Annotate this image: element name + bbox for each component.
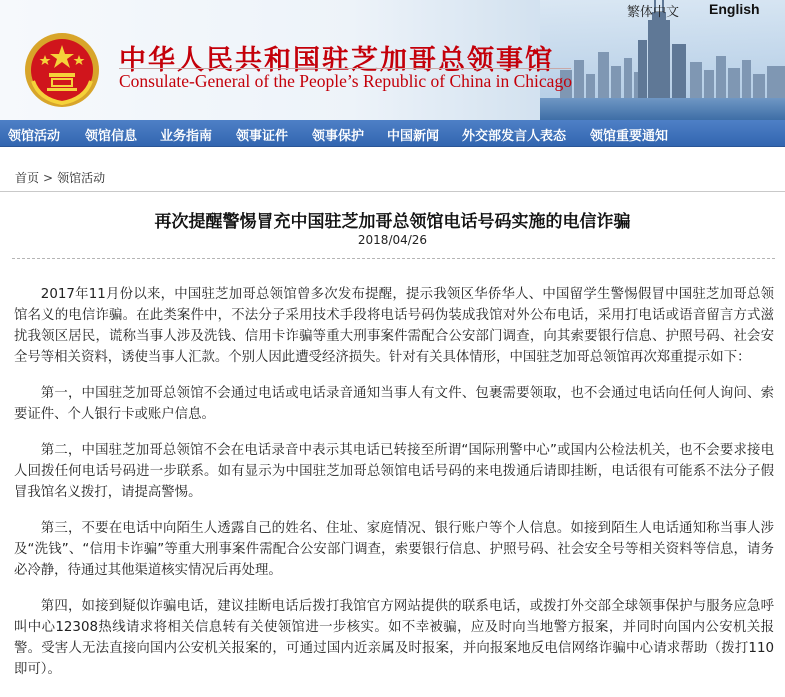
article-body: [14, 284, 774, 695]
nav-important-notices[interactable]: 领馆重要通知: [590, 129, 669, 144]
nav-consulate-activities[interactable]: 领馆活动: [8, 129, 61, 144]
nav-consulate-info[interactable]: 领馆信息: [85, 129, 138, 144]
article-paragraph: 第一，中国驻芝加哥总领馆不会通过电话或电话录音通知当事人有文件、包裹需要领取，也不会通过电话向任何人询问、索要证件、个人银行卡或账户信息。: [14, 386, 774, 422]
nav-service-guide[interactable]: 业务指南: [160, 129, 213, 144]
breadcrumb-separator: >: [43, 171, 54, 185]
title-divider: [119, 68, 571, 69]
nav-mfa-spokesperson[interactable]: 外交部发言人表态: [462, 129, 567, 144]
article-paragraph: 第三，不要在电话中向陌生人透露自己的姓名、住址、家庭情况、银行账户等个人信息。如接到陌生人电话通知称当事人涉及“洗钱”、“信用卡诈骗”等重大刑事案件需配合公安部门调查，索要银行信息、护照号码、社会安全号等相关资料等信息，请务必冷静，待通过其他渠道核实情况后再处理。: [14, 521, 774, 578]
breadcrumb-home-link[interactable]: 首页: [15, 171, 40, 185]
article-paragraph: 第二，中国驻芝加哥总领馆不会在电话录音中表示其电话已转接至所谓“国际刑警中心”或国内公检法机关，也不会要求接电人回拨任何电话号码进一步联系。如有显示为中国驻芝加哥总领馆电话号码的来电拨通后请即挂断，电话很有可能系不法分子假冒我馆名义拨打，请提高警惕。: [14, 443, 774, 500]
nav-china-news[interactable]: 中国新闻: [387, 129, 440, 144]
traditional-chinese-link[interactable]: 繁体中文: [627, 5, 680, 20]
article-title: 再次提醒警惕冒充中国驻芝加哥总领馆电话号码实施的电信诈骗: [154, 212, 631, 232]
main-nav: [0, 120, 785, 147]
english-link[interactable]: English: [709, 1, 760, 17]
nav-consular-documents[interactable]: 领事证件: [236, 129, 289, 144]
site-title-english[interactable]: Consulate-General of the People’s Republic of China in Chicago: [119, 71, 572, 91]
breadcrumb-current-link[interactable]: 领馆活动: [57, 171, 106, 185]
site-header: [0, 0, 785, 120]
article-date: 2018/04/26: [357, 233, 428, 247]
site-title-chinese[interactable]: 中华人民共和国驻芝加哥总领事馆: [119, 45, 554, 76]
breadcrumb-divider: [0, 191, 785, 192]
article-paragraph: 第四，如接到疑似诈骗电话，建议挂断电话后拨打我馆官方网站提供的联系电话，或拨打外交部全球领事保护与服务应急呼叫中心12308热线请求将相关信息转有关使领馆进一步核实。如不幸被骗，应及时向当地警方报案，并同时向国内公安机关报警。受害人无法直接向国内公安机关报案的，可通过国内近亲属及时报案，并向报案地反电信网络诈骗中心请求帮助（拨打110即可）。: [14, 599, 774, 677]
article-paragraph: 2017年11月份以来，中国驻芝加哥总领馆曾多次发布提醒，提示我领区华侨华人、中国留学生警惕假冒中国驻芝加哥总领馆名义的电信诈骗。在此类案件中，不法分子采用技术手段将电话号码伪装成我馆对外公布电话，采用打电话或语音留言方式滋扰我领区居民，谎称当事人涉及洗钱、信用卡诈骗等重大刑事案件需配合公安部门调查，向其索要银行信息、护照号码、社会安全号等相关资料，诱使当事人汇款。个别人因此遭受经济损失。针对有关具体情形，中国驻芝加哥总领馆再次郑重提示如下：: [14, 287, 774, 365]
national-emblem-icon: [23, 31, 101, 109]
nav-consular-protection[interactable]: 领事保护: [312, 129, 365, 144]
breadcrumb: [15, 169, 105, 186]
date-divider: [12, 258, 775, 259]
